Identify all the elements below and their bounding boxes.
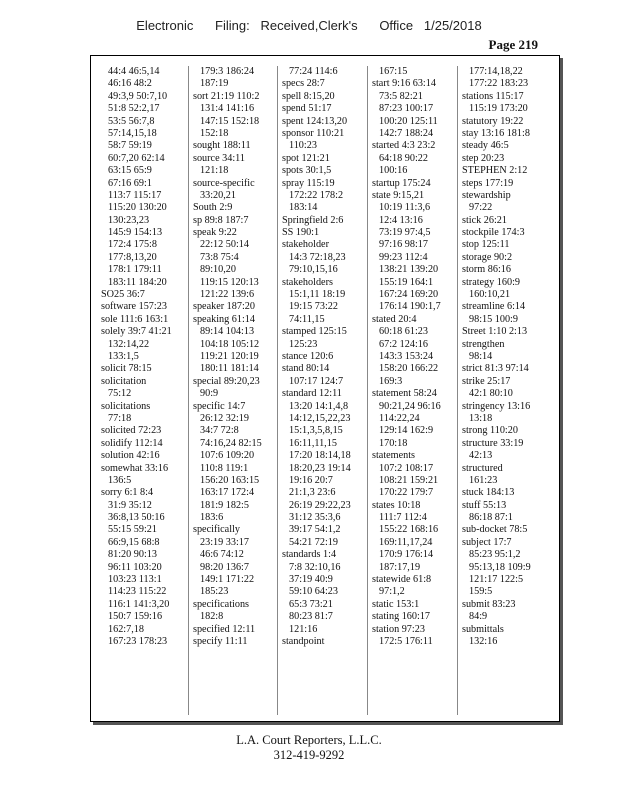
index-entry: 97:1,2 [379,586,405,598]
index-entry: sponsor 110:21 [282,127,345,139]
index-entry: 36:8,13 50:16 [108,512,165,524]
index-entry: 115:19 173:20 [469,103,528,115]
index-entry: started 4:3 23:2 [372,140,436,152]
index-entry: 67:2 124:16 [379,338,428,350]
index-entry: 121:16 [289,623,318,635]
index-entry: 58:7 59:19 [108,140,152,152]
index-entry: 167:15 [379,66,408,77]
index-entry: subject 17:7 [462,536,512,548]
index-entry: standard 12:11 [282,388,342,400]
index-entry: 37:19 40:9 [289,574,333,586]
index-entry: 104:18 105:12 [200,338,260,350]
index-entry: sorry 6:1 8:4 [101,487,154,499]
index-entry: solidify 112:14 [101,437,163,449]
index-entry: specific 14:7 [193,400,246,412]
filing-header: Electronic Filing: Received,Clerk's Office 1/25/2018 [136,18,482,33]
index-entry: 170:22 179:7 [379,487,434,499]
index-column-5 [457,66,552,715]
index-entry: 177:22 183:23 [469,78,529,90]
index-entry: speaking 61:14 [193,313,255,325]
index-entry: 152:18 [200,127,229,139]
index-entry: 100:20 125:11 [379,115,438,127]
index-entry: 55:15 59:21 [108,524,157,536]
index-entry: 183:6 [200,512,224,524]
index-entry: 13:20 14:1,4,8 [289,400,349,412]
index-entry: Street 1:10 2:13 [462,326,528,338]
index-entry: 178:1 179:11 [108,264,162,276]
index-entry: 162:7,18 [108,623,144,635]
index-entry: stance 120:6 [282,350,334,362]
index-entry: South 2:9 [193,202,233,214]
index-entry: structure 33:19 [462,437,524,449]
index-entry: 107:2 108:17 [379,462,434,474]
index-entry: 107:17 124:7 [289,375,344,387]
index-entry: 172:4 175:8 [108,239,157,251]
index-entry: 34:7 72:8 [200,425,239,437]
index-entry: 97:16 98:17 [379,239,428,251]
index-entry: strict 81:3 97:14 [462,363,529,375]
index-entry: source-specific [193,177,255,189]
index-entry: 155:22 168:16 [379,524,439,536]
index-entry: 67:16 69:1 [108,177,152,189]
index-entry: 86:18 87:1 [469,512,513,524]
index-entry: 158:20 166:22 [379,363,439,375]
index-entry: 129:14 162:9 [379,425,434,437]
index-entry: speaker 187:20 [193,301,255,313]
index-entry: 15:1,3,5,8,15 [289,425,343,437]
index-entry: 110:8 119:1 [200,462,249,474]
index-entry: 74:16,24 82:15 [200,437,262,449]
index-entry: 147:15 152:18 [200,115,260,127]
index-entry: statement 58:24 [372,388,437,400]
index-entry: 18:20,23 19:14 [289,462,351,474]
index-entry: 119:15 120:13 [200,276,259,288]
index-entry: 132:14,22 [108,338,150,350]
index-entry: 22:12 50:14 [200,239,249,251]
index-entry: stay 13:16 181:8 [462,127,530,139]
index-entry: 10:19 11:3,6 [379,202,431,214]
index-entry: 31:12 35:3,6 [289,512,341,524]
index-entry: source 34:11 [193,152,245,164]
index-entry: special 89:20,23 [193,375,260,387]
index-entry: strong 110:20 [462,425,518,437]
index-entry: solicited 72:23 [101,425,162,437]
index-entry: 74:11,15 [289,313,325,325]
index-entry: 19:15 73:22 [289,301,338,313]
index-entry: 26:19 29:22,23 [289,499,351,511]
index-entry: sp 89:8 187:7 [193,214,249,226]
index-entry: 21:1,3 23:6 [289,487,336,499]
index-entry: 187:19 [200,78,229,90]
index-entry: spent 124:13,20 [282,115,348,127]
index-entry: specifically [193,524,240,536]
index-entry: startup 175:24 [372,177,431,189]
index-entry: 176:14 190:1,7 [379,301,441,313]
index-entry: 59:10 64:23 [289,586,338,598]
index-entry: 121:18 [200,165,229,177]
index-entry: 182:8 [200,611,224,623]
index-entry: 159:5 [469,586,493,598]
index-entry: stuck 184:13 [462,487,515,499]
index-entry: station 97:23 [372,623,425,635]
index-entry: 49:3,9 50:7,10 [108,90,168,102]
index-entry: 161:23 [469,474,498,486]
index-entry: 77:24 114:6 [289,66,338,77]
index-entry: 16:11,11,15 [289,437,337,449]
index-entry: 42:1 80:10 [469,388,513,400]
index-entry: specified 12:11 [193,623,256,635]
index-entry: sought 188:11 [193,140,251,152]
index-entry: 95:13,18 109:9 [469,561,531,573]
index-entry: sort 21:19 110:2 [193,90,260,102]
index-entry: 90:9 [200,388,219,400]
index-entry: 77:18 [108,412,132,424]
index-entry: stations 115:17 [462,90,524,102]
index-entry: 110:23 [289,140,317,152]
index-entry: spot 121:21 [282,152,330,164]
index-entry: 107:6 109:20 [200,450,255,462]
index-entry: 155:19 164:1 [379,276,434,288]
index-entry: 116:1 141:3,20 [108,598,170,610]
index-entry: 187:17,19 [379,561,421,573]
index-entry: 119:21 120:19 [200,350,259,362]
index-entry: 90:21,24 96:16 [379,400,441,412]
index-entry: specs 28:7 [282,78,325,90]
index-entry: 156:20 163:15 [200,474,260,486]
index-column-4 [367,66,451,715]
index-entry: spray 115:19 [282,177,335,189]
index-entry: 133:1,5 [108,350,139,362]
index-entry: submittals [462,623,504,635]
index-entry: solely 39:7 41:21 [101,326,172,338]
index-entry: 63:15 65:9 [108,165,152,177]
index-entry: solution 42:16 [101,450,160,462]
index-entry: Springfield 2:6 [282,214,344,226]
index-entry: 170:18 [379,437,408,449]
index-entry: 183:14 [289,202,318,214]
index-entry: 31:9 35:12 [108,499,152,511]
index-entry: 143:3 153:24 [379,350,434,362]
index-entry: 84:9 [469,611,488,623]
index-entry: stakeholders [282,276,333,288]
index-entry: static 153:1 [372,598,420,610]
index-entry: 66:9,15 68:8 [108,536,160,548]
index-entry: 12:4 13:16 [379,214,423,226]
index-entry: solicitation [101,375,147,387]
index-entry: 103:23 113:1 [108,574,162,586]
index-entry: 108:21 159:21 [379,474,439,486]
index-entry: 172:5 176:11 [379,635,433,647]
index-entry: 138:21 139:20 [379,264,439,276]
index-entry: 100:16 [379,165,408,177]
index-entry: step 20:23 [462,152,505,164]
index-entry: 98:20 136:7 [200,561,249,573]
index-entry: 121:17 122:5 [469,574,524,586]
index-entry: 98:14 [469,350,493,362]
index-entry: statements [372,450,416,462]
index-entry: storm 86:16 [462,264,511,276]
index-entry: 33:20,21 [200,189,236,201]
index-entry: stop 125:11 [462,239,510,251]
index-entry: 65:3 73:21 [289,598,333,610]
index-entry: 121:22 139:6 [200,289,255,301]
index-entry: 149:1 171:22 [200,574,255,586]
index-entry: 13:18 [469,412,493,424]
index-column-2 [188,66,272,715]
index-column-1 [101,66,184,715]
index-entry: 132:16 [469,635,498,647]
index-entry: statewide 61:8 [372,574,432,586]
index-entry: 46:16 48:2 [108,78,152,90]
index-entry: 180:11 181:14 [200,363,259,375]
index-entry: statutory 19:22 [462,115,524,127]
index-entry: 160:10,21 [469,289,511,301]
index-entry: strengthen [462,338,505,350]
index-entry: STEPHEN 2:12 [462,165,528,177]
index-entry: 39:17 54:1,2 [289,524,341,536]
index-entry: 172:22 178:2 [289,189,344,201]
index-entry: 181:9 182:5 [200,499,249,511]
index-entry: 115:20 130:20 [108,202,167,214]
footer [0,733,618,763]
index-entry: 97:22 [469,202,493,214]
index-entry: 145:9 154:13 [108,227,163,239]
index-entry: start 9:16 63:14 [372,78,436,90]
index-entry: 163:17 172:4 [200,487,255,499]
index-entry: stockpile 174:3 [462,227,525,239]
index-entry: strategy 160:9 [462,276,521,288]
index-entry: 169:11,17,24 [379,536,433,548]
index-entry: 131:4 141:16 [200,103,255,115]
index-entry: 15:1,11 18:19 [289,289,346,301]
index-entry: 46:6 74:12 [200,549,244,561]
index-entry: stated 20:4 [372,313,417,325]
index-entry: 42:13 [469,450,493,462]
footer-company: L.A. Court Reporters, L.L.C. [236,733,382,747]
index-entry: 73:8 75:4 [200,251,239,263]
index-entry: speak 9:22 [193,227,237,239]
index-entry: 114:22,24 [379,412,420,424]
index-entry: 89:10,20 [200,264,236,276]
index-entry: stringency 13:16 [462,400,531,412]
index-entry: 113:7 115:17 [108,189,162,201]
index-entry: solicitations [101,400,151,412]
index-entry: standpoint [282,635,325,647]
index-entry: 17:20 18:14,18 [289,450,351,462]
index-entry: 89:14 104:13 [200,326,255,338]
index-entry: software 157:23 [101,301,167,313]
index-entry: 183:11 184:20 [108,276,167,288]
index-entry: 85:23 95:1,2 [469,549,521,561]
index-entry: 14:3 72:18,23 [289,251,346,263]
index-entry: 26:12 32:19 [200,412,249,424]
index-entry: 60:18 61:23 [379,326,428,338]
index-entry: 142:7 188:24 [379,127,434,139]
index-entry: 64:18 90:22 [379,152,428,164]
index-entry: steady 46:5 [462,140,509,152]
index-entry: stating 160:17 [372,611,431,623]
index-entry: 150:7 159:16 [108,611,163,623]
index-entry: 80:23 81:7 [289,611,333,623]
index-entry: submit 83:23 [462,598,516,610]
index-entry: SS 190:1 [282,227,320,239]
index-entry: 136:5 [108,474,132,486]
index-entry: steps 177:19 [462,177,514,189]
index-entry: 73:5 82:21 [379,90,423,102]
index-entry: 14:12,15,22,23 [289,412,351,424]
index-entry: 130:23,23 [108,214,150,226]
index-entry: 98:15 100:9 [469,313,518,325]
index-entry: storage 90:2 [462,251,513,263]
index-entry: 114:23 115:22 [108,586,167,598]
index-entry: 185:23 [200,586,229,598]
index-entry: 51:8 52:2,17 [108,103,160,115]
index-entry: 19:16 20:7 [289,474,333,486]
index-entry: sole 111:6 163:1 [101,313,169,325]
index-entry: solicit 78:15 [101,363,152,375]
index-entry: states 10:18 [372,499,421,511]
index-entry: 111:7 112:4 [379,512,427,524]
index-entry: 96:11 103:20 [108,561,162,573]
index-entry: 57:14,15,18 [108,127,157,139]
index-entry: sub-docket 78:5 [462,524,528,536]
index-entry: 177:8,13,20 [108,251,157,263]
index-entry: 54:21 72:19 [289,536,338,548]
index-column-3 [277,66,361,715]
index-frame [90,55,560,722]
index-entry: specify 11:11 [193,635,248,647]
index-entry: 87:23 100:17 [379,103,434,115]
index-entry: state 9:15,21 [372,189,425,201]
index-entry: 23:19 33:17 [200,536,249,548]
index-entry: strike 25:17 [462,375,511,387]
index-entry: 7:8 32:10,16 [289,561,341,573]
index-entry: 125:23 [289,338,318,350]
index-entry: somewhat 33:16 [101,462,169,474]
index-entry: spend 51:17 [282,103,332,115]
index-entry: structured [462,462,503,474]
index-entry: 53:5 56:7,8 [108,115,155,127]
index-entry: standards 1:4 [282,549,337,561]
index-entry: SO25 36:7 [101,289,145,301]
index-entry: 60:7,20 62:14 [108,152,165,164]
index-entry: 81:20 90:13 [108,549,157,561]
index-entry: stand 80:14 [282,363,330,375]
index-entry: 73:19 97:4,5 [379,227,431,239]
index-entry: 170:9 176:14 [379,549,434,561]
index-entry: 99:23 112:4 [379,251,428,263]
index-entry: stick 26:21 [462,214,507,226]
index-entry: stewardship [462,189,511,201]
index-entry: spots 30:1,5 [282,165,332,177]
index-entry: 179:3 186:24 [200,66,255,77]
index-entry: specifications [193,598,250,610]
footer-phone: 312-419-9292 [273,748,345,762]
index-entry: stakeholder [282,239,329,251]
page-number: Page 219 [488,37,538,52]
index-entry: 44:4 46:5,14 [108,66,160,77]
index-entry: 177:14,18,22 [469,66,523,77]
index-entry: 79:10,15,16 [289,264,338,276]
index-entry: 169:3 [379,375,403,387]
index-entry: streamline 6:14 [462,301,526,313]
index-entry: stamped 125:15 [282,326,347,338]
index-entry: stuff 55:13 [462,499,507,511]
index-entry: spell 8:15,20 [282,90,335,102]
index-entry: 167:23 178:23 [108,635,168,647]
index-entry: 167:24 169:20 [379,289,439,301]
index-entry: 75:12 [108,388,132,400]
